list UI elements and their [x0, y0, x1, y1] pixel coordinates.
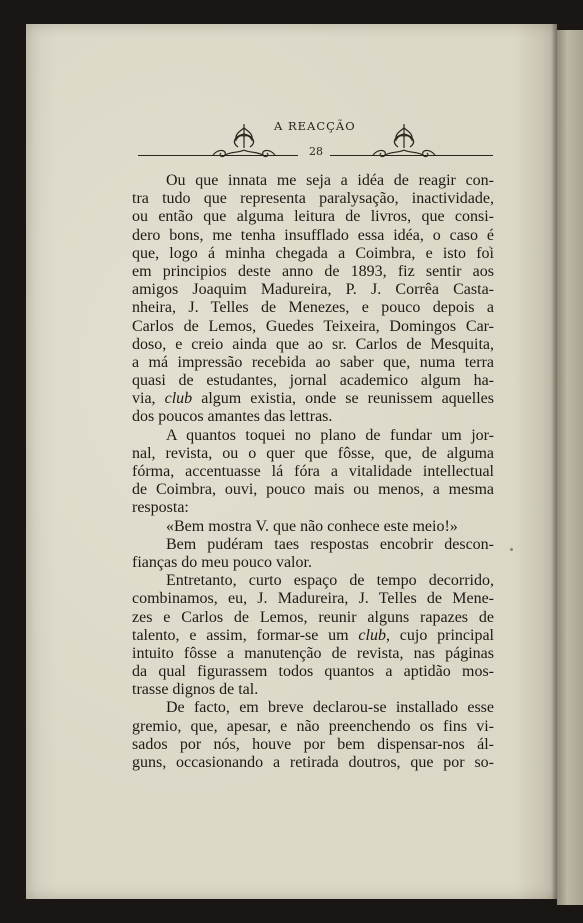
text-line: tra tudo que representa paralysação, inactividade,: [132, 190, 494, 208]
text-line: da qual figurassem todos quantos a aptidão mos-: [132, 663, 494, 681]
text-line: guns, occasionando a retirada doutros, que por so-: [132, 754, 494, 771]
text-line: a má impressão recebida ao saber que, numa terra: [132, 353, 494, 371]
header-rule-right: [330, 155, 493, 156]
text-line: dos poucos amantes das lettras.: [132, 408, 333, 426]
text-line: Ou que innata me seja a idéa de reagir con-: [166, 172, 494, 189]
text-line: fianças do meu pouco valor.: [132, 553, 312, 571]
body-text: [132, 172, 494, 772]
ink-speck: [510, 548, 513, 551]
text-line: em principios deste anno de 1893, fiz sentir aos: [132, 262, 494, 280]
text-line: talento, e assim, formar-se um club, cujo principal: [132, 626, 494, 644]
text-line: sados por nós, houve por bem dispensar-nos ál-: [132, 735, 494, 753]
text-line: de Coimbra, ouvi, pouco mais ou menos, a mesma: [132, 481, 494, 499]
text-line: quasi de estudantes, jornal academico algum ha-: [132, 372, 494, 390]
adjacent-page-edge: [557, 30, 583, 905]
text-line: intuito fôsse a manutenção de revista, nas páginas: [132, 644, 494, 662]
ink-speck: [489, 246, 491, 248]
text-line: amigos Joaquim Madureira, P. J. Corrêa Casta-: [132, 281, 494, 299]
header-rule-left: [138, 155, 298, 156]
page-number: 28: [309, 145, 323, 158]
text-line: De facto, em breve declarou-se installado esse: [166, 699, 494, 717]
text-line: trasse dignos de tal.: [132, 681, 259, 699]
header-ornament-right-icon: [365, 120, 443, 160]
text-line: nal, revista, ou o quer que fôsse, que, de alguma: [132, 444, 494, 462]
text-line: nheira, J. Telles de Menezes, e pouco depois a: [132, 299, 494, 317]
text-line: doso, e creio ainda que ao sr. Carlos de Mesquita,: [132, 335, 494, 353]
text-line: ou então que alguma leitura de livros, que consi-: [132, 208, 494, 226]
text-line: gremio, que, apesar, e não preenchendo os fins vi-: [132, 717, 494, 735]
text-line: via, club algum existia, onde se reunissem aquelles: [132, 390, 495, 408]
text-line: «Bem mostra V. que não conhece este meio!»: [166, 517, 458, 535]
running-title: A REACÇÃO: [274, 119, 356, 133]
text-line: Entretanto, curto espaço de tempo decorrido,: [166, 572, 494, 590]
header-ornament-left-icon: [205, 120, 283, 160]
text-line: Bem pudéram taes respostas encobrir descon-: [166, 535, 494, 553]
text-line: que, logo á minha chegada a Coimbra, e isto foi: [132, 244, 494, 262]
text-line: zes e Carlos de Lemos, reunir alguns rapazes de: [132, 608, 494, 626]
text-line: resposta:: [132, 499, 189, 517]
text-line: fórma, accentuasse lá fóra a vitalidade intellectual: [132, 463, 494, 480]
text-line: dero bons, me tenha insufflado essa idéa, o caso é: [132, 226, 494, 244]
text-line: A quantos toquei no plano de fundar um jor-: [166, 426, 494, 444]
text-line: combinamos, eu, J. Madureira, J. Telles de Mene-: [132, 590, 494, 608]
text-line: Carlos de Lemos, Guedes Teixeira, Domingos Car-: [132, 317, 494, 335]
